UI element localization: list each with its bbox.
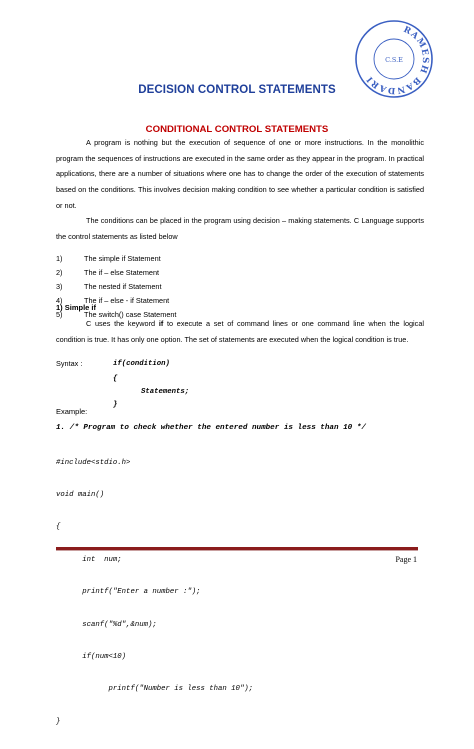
list-item-text: The nested if Statement: [84, 282, 162, 292]
example-code-block: [56, 436, 253, 749]
syntax-line: }: [113, 401, 118, 409]
svg-text:RAMESH BANDARI: RAMESH BANDARI: [364, 24, 431, 96]
list-item-text: The if – else Statement: [84, 268, 160, 278]
code-line: }: [56, 717, 61, 726]
list-item-number: 1): [56, 254, 63, 263]
list-item-number: 2): [56, 268, 63, 278]
example-heading: 1. /* Program to check whether the entered number is less than 10 */: [56, 424, 366, 432]
list-item-number: 4): [56, 296, 63, 306]
section-subtitle: CONDITIONAL CONTROL STATEMENTS: [145, 124, 329, 135]
syntax-line: if(condition): [113, 360, 170, 368]
code-line: printf("Enter a number :");: [56, 588, 201, 597]
list-item-text: The simple if Statement: [84, 254, 161, 263]
list-item-number: 3): [56, 282, 63, 292]
page-number: Page 1: [395, 555, 417, 564]
desc-text: to execute a set of command lines or one command line when the logical condition is true. It has only one option. The set of statements are executed when the logical condition is true.: [56, 319, 425, 344]
footer-rule-thin: [56, 550, 418, 551]
code-line: int num;: [56, 555, 122, 564]
syntax-label: Syntax :: [56, 359, 83, 368]
page-title: DECISION CONTROL STATEMENTS: [138, 84, 336, 96]
code-line: void main(): [56, 490, 105, 499]
code-line: #include<stdio.h>: [56, 458, 131, 467]
list-item-number: 5): [56, 310, 63, 320]
simple-if-heading: 1) Simple if: [56, 303, 97, 312]
decision-paragraph: The conditions can be placed in the program using decision – making statements. C Language supports the control statements as listed below: [56, 216, 424, 241]
example-label: Example:: [56, 407, 88, 416]
code-line: printf("Number is less than 10");: [56, 685, 254, 694]
intro-paragraph: A program is nothing but the execution of sequence of one or more instructions. In the monolithic program the sequences of instructions are executed in the same order as they appear in the program. In practical applications, there are a number of situations where one has to change the order of the execution of statements based on the conditions. This involves decision making condition to see whether a particular condition is satisfied or not.: [56, 138, 424, 210]
syntax-line: {: [113, 375, 118, 383]
syntax-line: Statements;: [141, 388, 190, 396]
list-item-text: The if – else - if Statement: [84, 296, 170, 306]
svg-text:C.S.E: C.S.E: [385, 56, 403, 64]
statement-list: [56, 252, 416, 322]
list-item: [56, 252, 416, 266]
list-item: [56, 280, 416, 294]
list-item-text: The switch() case Statement: [84, 310, 177, 320]
list-item: [56, 294, 416, 308]
keyword-if: if: [158, 319, 164, 328]
desc-text: C uses the keyword: [86, 319, 159, 328]
code-line: scanf("%d",&num);: [56, 620, 157, 629]
code-line: {: [56, 523, 61, 532]
list-item: [56, 266, 416, 280]
code-line: if(num<10): [56, 652, 127, 661]
simple-if-description: [56, 316, 424, 347]
